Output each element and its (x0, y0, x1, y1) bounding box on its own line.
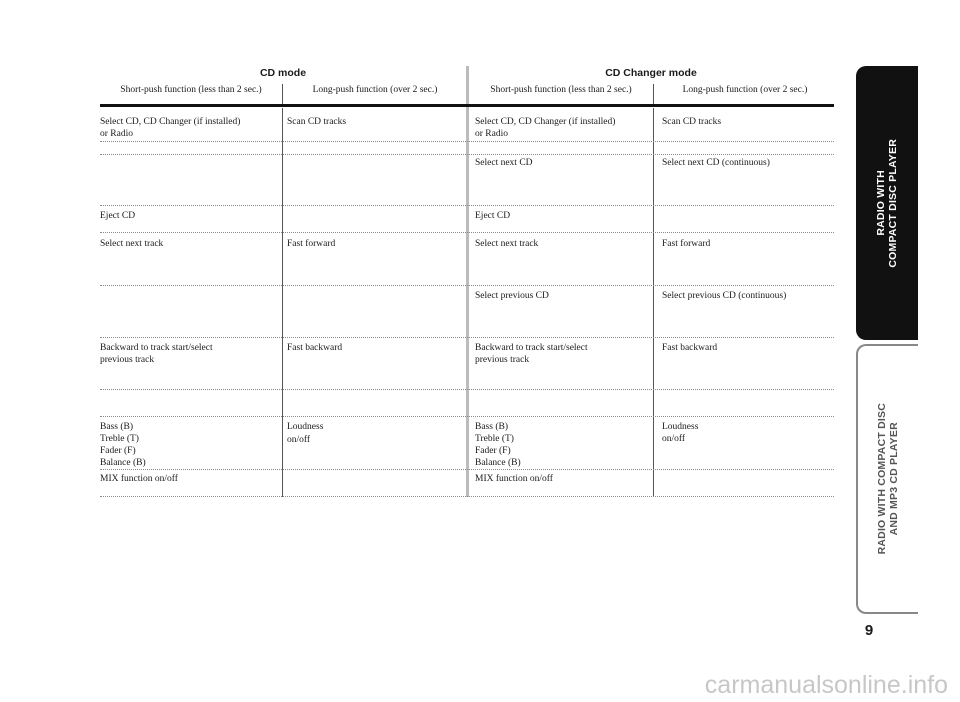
row-rule-1 (100, 141, 834, 142)
mode-divider (466, 66, 469, 497)
col-header-changer-long: Long-push function (over 2 sec.) (682, 85, 808, 95)
table-cell: Scan CD tracks (662, 117, 722, 127)
header-rule (100, 104, 834, 107)
section-tab-label: RADIO WITH COMPACT DISC AND MP3 CD PLAYER (876, 403, 900, 555)
section-tab-radio-cd-mp3-player[interactable] (856, 344, 918, 614)
table-cell: Select previous CD (continuous) (662, 291, 787, 301)
table-cell: Fast backward (662, 343, 718, 353)
table-cell: Backward to track start/select previous track (100, 343, 213, 365)
col-header-cd-short: Short-push function (less than 2 sec.) (120, 85, 262, 95)
table-cell: Bass (B) Treble (T) Fader (F) Balance (B) (475, 422, 521, 468)
table-cell: Eject CD (475, 211, 511, 221)
row-rule-6 (100, 337, 834, 338)
col-header-changer-short: Short-push function (less than 2 sec.) (490, 85, 632, 95)
watermark: carmanualsonline.info (704, 671, 948, 699)
table-cell: Loudness on/off (662, 422, 699, 444)
table-cell: Select next track (100, 239, 164, 249)
table-cell: Select next CD (continuous) (662, 158, 770, 168)
column-divider-3 (653, 108, 654, 497)
row-rule-8 (100, 416, 834, 417)
table-cell: Select previous CD (475, 291, 549, 301)
row-rule-3 (100, 205, 834, 206)
section-tab-label: RADIO WITH COMPACT DISC PLAYER (875, 138, 899, 268)
table-cell: Fast forward (662, 239, 711, 249)
table-cell: Loudness on/off (287, 422, 324, 445)
row-rule-10 (100, 496, 834, 497)
cd-changer-mode-title: CD Changer mode (605, 67, 697, 79)
cd-mode-title: CD mode (259, 67, 307, 79)
row-rule-5 (100, 285, 834, 286)
table-cell: MIX function on/off (475, 474, 553, 484)
page-number: 9 (864, 622, 874, 639)
table-cell: Select CD, CD Changer (if installed) or Radio (100, 117, 241, 139)
table-cell: Select next track (475, 239, 539, 249)
column-divider-1 (282, 108, 283, 497)
header-divider-1 (282, 84, 283, 104)
table-cell: Fast backward (287, 343, 343, 353)
table-cell: Select CD, CD Changer (if installed) or Radio (475, 117, 616, 139)
table-cell: MIX function on/off (100, 474, 178, 484)
col-header-cd-long: Long-push function (over 2 sec.) (312, 85, 438, 95)
table-cell: Select next CD (475, 158, 533, 168)
table-cell: Bass (B) Treble (T) Fader (F) Balance (B) (100, 422, 146, 468)
row-rule-9 (100, 469, 834, 470)
table-cell: Eject CD (100, 211, 136, 221)
row-rule-4 (100, 232, 834, 233)
table-cell: Scan CD tracks (287, 117, 347, 127)
row-rule-2 (100, 154, 834, 155)
row-rule-7 (100, 389, 834, 390)
header-divider-3 (653, 84, 654, 104)
table-cell: Backward to track start/select previous track (475, 343, 588, 365)
table-cell: Fast forward (287, 239, 336, 249)
section-tab-radio-cd-player[interactable] (856, 66, 918, 340)
